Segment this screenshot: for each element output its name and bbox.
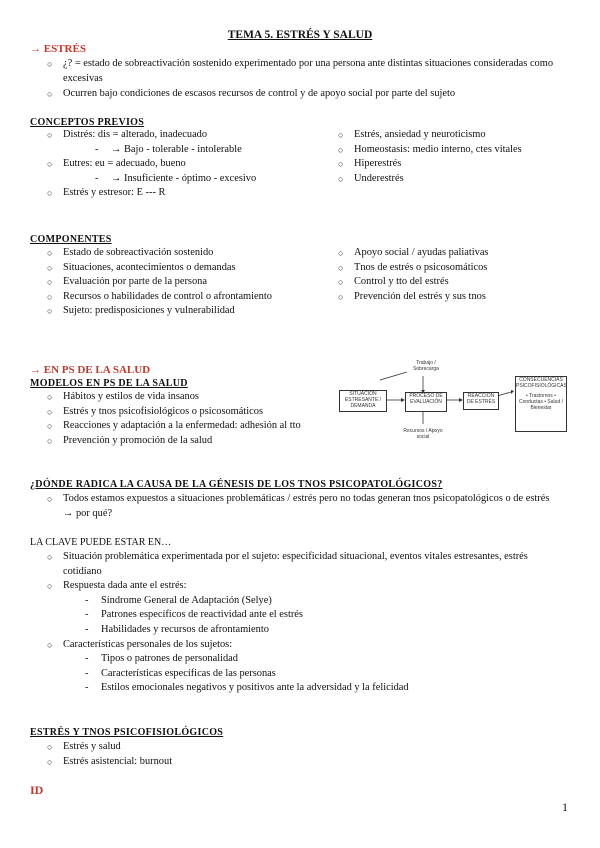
sub-item: - Estilos emocionales negativos y positivos ante la adversidad y la felicidad (85, 681, 562, 696)
psicofisio-heading: ESTRÉS Y TNOS PSICOFISIOLÓGICOS (30, 727, 224, 738)
page-number: 1 (562, 800, 568, 814)
list-item: ○ Apoyo social / ayudas paliativas (338, 246, 578, 261)
list-item: ○ Evaluación por parte de la persona (47, 275, 277, 290)
list-item: ○ Ocurren bajo condiciones de escasos recursos de control y de apoyo social por parte del sujeto (47, 87, 562, 102)
list-item: ○ Sujeto: predisposiciones y vulnerabilidad (47, 304, 277, 319)
conceptos-heading: CONCEPTOS PREVIOS (30, 117, 145, 128)
sub-item: - Patrones específicos de reactividad ante el estrés (85, 608, 562, 623)
list-item: ○ Distrés: dis = alterado, inadecuado (47, 128, 327, 143)
sub-item: - Síndrome General de Adaptación (Selye) (85, 594, 562, 609)
list-item: ○ Prevención del estrés y sus tnos (338, 290, 578, 305)
list-item: ○ Estrés y salud (47, 740, 447, 755)
conceptos-right (338, 128, 578, 186)
diagram-bottom-label: Recursos / Apoyo social (403, 428, 443, 440)
estres-heading: → ESTRÉS (30, 43, 86, 55)
list-item: ○ Hiperestrés (338, 157, 578, 172)
diagram-box-situation: SITUACIÓN ESTRESANTE / DEMANDA (339, 390, 387, 412)
id-mark: ID (30, 783, 44, 797)
diagram-top-label: Trabajo / Sobrecarga (413, 360, 439, 372)
componentes-left (47, 246, 277, 319)
list-item: ○ Situaciones, acontecimientos o demandas (47, 261, 277, 276)
modelos-heading: MODELOS EN PS DE LA SALUD (30, 378, 188, 389)
estres-list (47, 57, 562, 102)
diagram-box-consequences-items: • Trastornos • Conductas • Salud / Bienestar (519, 393, 563, 411)
list-item: ○ Tnos de estrés o psicosomáticos (338, 261, 578, 276)
list-item: ○ Estrés y tnos psicofisiológicos o psicosomáticos (47, 405, 337, 420)
clave-heading: LA CLAVE PUEDE ESTAR EN… (30, 537, 172, 548)
list-item: ○ Estrés, ansiedad y neuroticismo (338, 128, 578, 143)
componentes-heading: COMPONENTES (30, 234, 112, 245)
list-item: ○ Estrés y estresor: E --- R (47, 186, 327, 201)
list-item: ○ Situación problemática experimentada por el sujeto: especificidad situacional, eventos vitales estresantes, estrés cotidiano (47, 550, 562, 579)
psicofisio-list (47, 740, 447, 769)
list-item: ○ Reacciones y adaptación a la enfermedad: adhesión al tto (47, 419, 337, 434)
sub-item: - → Bajo - tolerable - intolerable (95, 143, 327, 158)
sub-item: - → Insuficiente - óptimo - excesivo (95, 172, 327, 187)
list-item: ○ Hábitos y estilos de vida insanos (47, 390, 337, 405)
componentes-right (338, 246, 578, 304)
list-item: ○ Prevención y promoción de la salud (47, 434, 337, 449)
stress-model-diagram (335, 358, 575, 448)
list-item: ○ Estado de sobreactivación sostenido (47, 246, 277, 261)
list-item: ○ Homeostasis: medio interno, ctes vitales (338, 143, 578, 158)
conceptos-left (47, 128, 327, 201)
clave-list (47, 550, 562, 696)
page-title: TEMA 5. ESTRÉS Y SALUD (227, 29, 373, 41)
diagram-box-reaction: REACCIÓN DE ESTRÉS (463, 392, 499, 410)
list-item: ○ Todos estamos expuestos a situaciones problemáticas / estrés pero no todas generan tnos psicopatológicos o de estrés → por qué? (47, 492, 562, 521)
diagram-box-consequences-title: CONSECUENCIAS PSICOFISIOLÓGICAS (516, 377, 567, 389)
list-item: ○ Eutres: eu = adecuado, bueno (47, 157, 327, 172)
list-item: ○ Control y tto del estrés (338, 275, 578, 290)
ps-salud-heading: → EN PS DE LA SALUD (30, 364, 151, 376)
sub-item: - Tipos o patrones de personalidad (85, 652, 562, 667)
sub-item: - Habilidades y recursos de afrontamiento (85, 623, 562, 638)
list-item: ○ Recursos o habilidades de control o afrontamiento (47, 290, 277, 305)
modelos-list (47, 390, 337, 448)
genesis-heading: ¿DÓNDE RADICA LA CAUSA DE LA GÉNESIS DE LOS TNOS PSICOPATOLÓGICOS? (30, 479, 443, 490)
diagram-box-consequences (515, 376, 567, 432)
list-item: ○ Estrés asistencial: burnout (47, 755, 447, 770)
list-item: ○ Respuesta dada ante el estrés: (47, 579, 562, 594)
sub-item: - Características específicas de las personas (85, 667, 562, 682)
list-item: ○ Características personales de los sujetos: (47, 638, 562, 653)
diagram-box-evaluation: PROCESO DE EVALUACIÓN (405, 392, 447, 412)
list-item: ○ ¿? = estado de sobreactivación sostenido experimentado por una persona ante distintas situaciones consideradas como excesivas (47, 57, 562, 86)
list-item: ○ Underestrés (338, 172, 578, 187)
genesis-list (47, 492, 562, 521)
